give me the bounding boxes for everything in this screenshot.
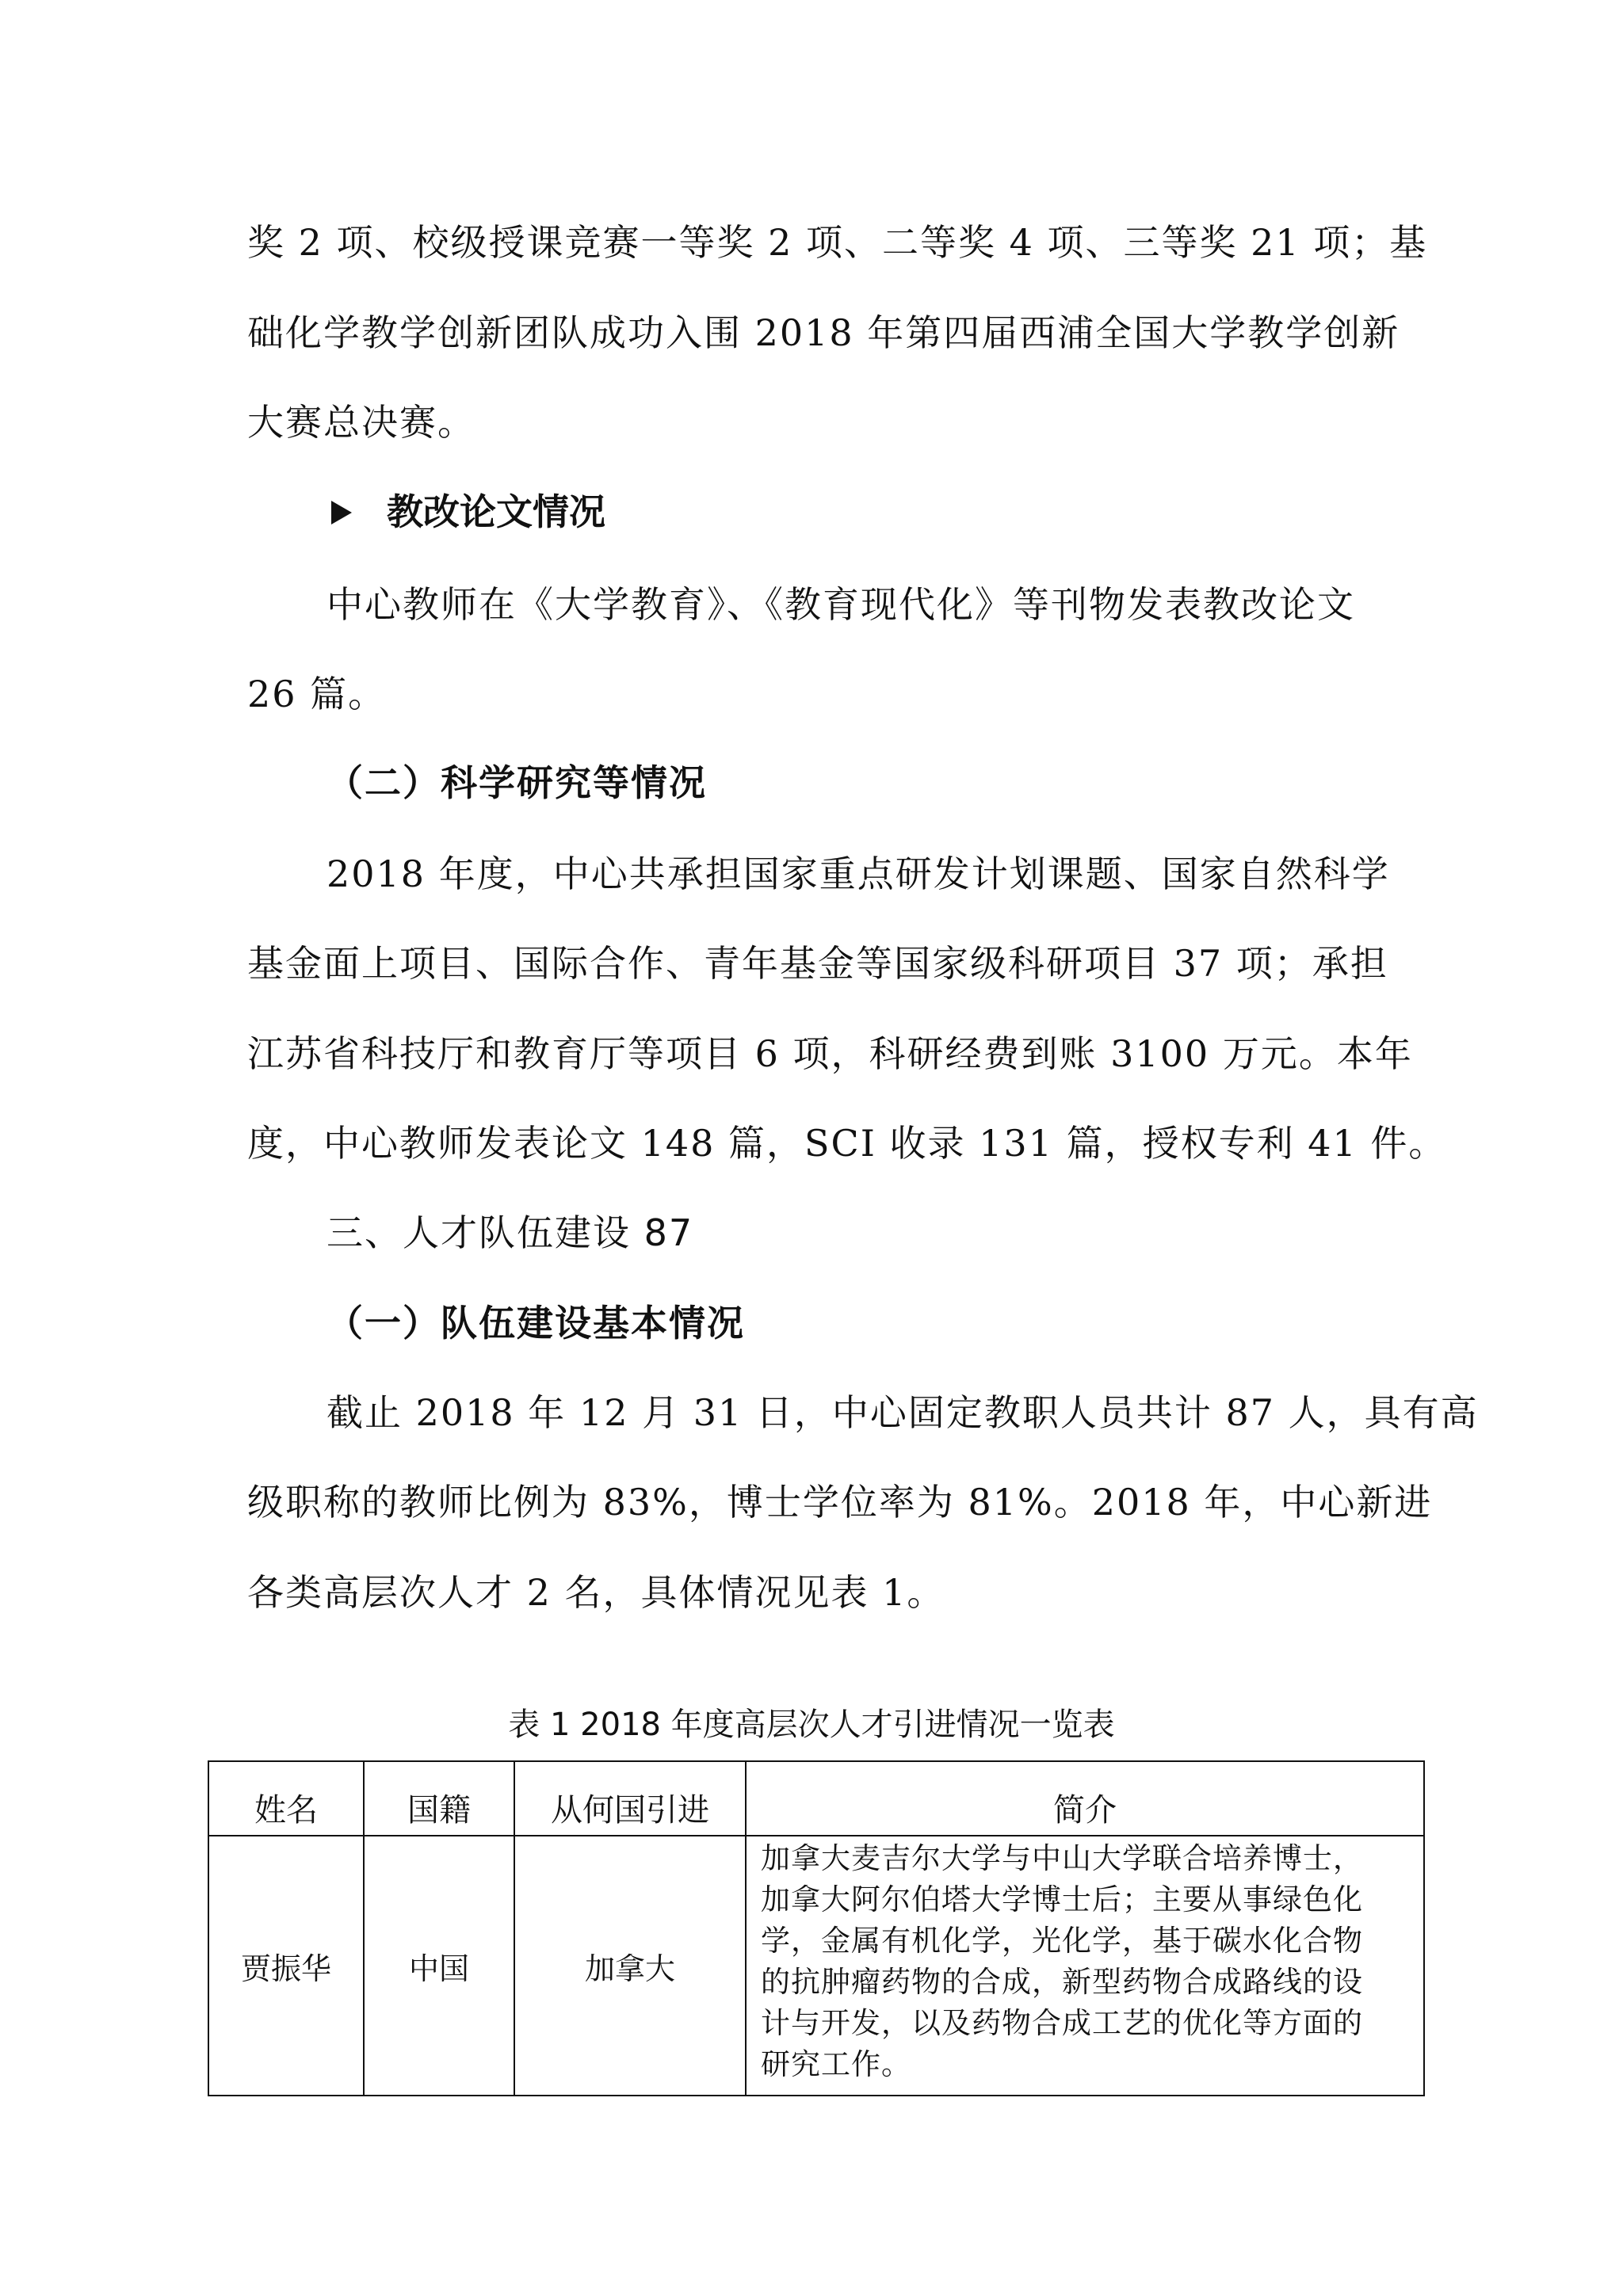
cell-from-country: 加拿大 xyxy=(514,1836,746,2096)
header-name: 姓名 xyxy=(208,1761,364,1836)
paragraph-papers-line-2: 26 篇。 xyxy=(247,673,387,715)
paragraph-team-line-1: 截止 2018 年 12 月 31 日，中心固定教职人员共计 87 人，具有高 xyxy=(327,1391,1479,1434)
paragraph-team-line-2: 级职称的教师比例为 83%，博士学位率为 81%。2018 年，中心新进 xyxy=(247,1481,1433,1524)
chapter-heading-talent: 三、人才队伍建设 87 xyxy=(327,1211,694,1254)
intro-line: 计与开发，以及药物合成工艺的优化等方面的 xyxy=(761,2006,1363,2040)
table-header-row xyxy=(208,1761,1424,1836)
cell-name: 贾振华 xyxy=(208,1836,364,2096)
cell-intro xyxy=(746,1836,1424,2096)
section-heading-team: （一）队伍建设基本情况 xyxy=(327,1302,745,1344)
intro-line: 的抗肿瘤药物的合成，新型药物合成路线的设 xyxy=(761,1965,1363,1999)
paragraph-papers-line-1: 中心教师在《大学教育》、《教育现代化》等刊物发表教改论文 xyxy=(327,583,1355,626)
table-caption: 表 1 2018 年度高层次人才引进情况一览表 xyxy=(508,1707,1115,1743)
section-heading-research: （二）科学研究等情况 xyxy=(327,761,707,804)
paragraph-research-line-1: 2018 年度，中心共承担国家重点研发计划课题、国家自然科学 xyxy=(327,852,1390,895)
header-from-country: 从何国引进 xyxy=(514,1761,746,1836)
header-nationality: 国籍 xyxy=(364,1761,514,1836)
intro-line: 加拿大麦吉尔大学与中山大学联合培养博士， xyxy=(761,1841,1363,1875)
intro-line: 研究工作。 xyxy=(761,2047,911,2081)
paragraph-awards-line-1: 奖 2 项、校级授课竞赛一等奖 2 项、二等奖 4 项、三等奖 21 项；基 xyxy=(247,221,1428,264)
paragraph-research-line-3: 江苏省科技厅和教育厅等项目 6 项，科研经费到账 3100 万元。本年 xyxy=(247,1032,1413,1075)
talent-table xyxy=(208,1760,1425,2096)
paragraph-research-line-2: 基金面上项目、国际合作、青年基金等国家级科研项目 37 项；承担 xyxy=(247,942,1388,985)
paragraph-awards-line-2: 础化学教学创新团队成功入围 2018 年第四届西浦全国大学教学创新 xyxy=(247,311,1400,354)
table-row xyxy=(208,1836,1424,2096)
paragraph-awards-line-3: 大赛总决赛。 xyxy=(247,401,475,444)
heading-text: 教改论文情况 xyxy=(387,490,605,533)
paragraph-research-line-4: 度，中心教师发表论文 148 篇，SCI 收录 131 篇，授权专利 41 件。 xyxy=(247,1122,1447,1165)
arrow-bullet-icon xyxy=(331,501,352,524)
bullet-heading-teaching-papers xyxy=(331,490,605,534)
intro-line: 加拿大阿尔伯塔大学博士后；主要从事绿色化 xyxy=(761,1882,1363,1917)
intro-line: 学，金属有机化学，光化学，基于碳水化合物 xyxy=(761,1924,1363,1958)
paragraph-team-line-3: 各类高层次人才 2 名，具体情况见表 1。 xyxy=(247,1571,945,1614)
cell-nationality: 中国 xyxy=(364,1836,514,2096)
header-intro: 简介 xyxy=(746,1761,1424,1836)
